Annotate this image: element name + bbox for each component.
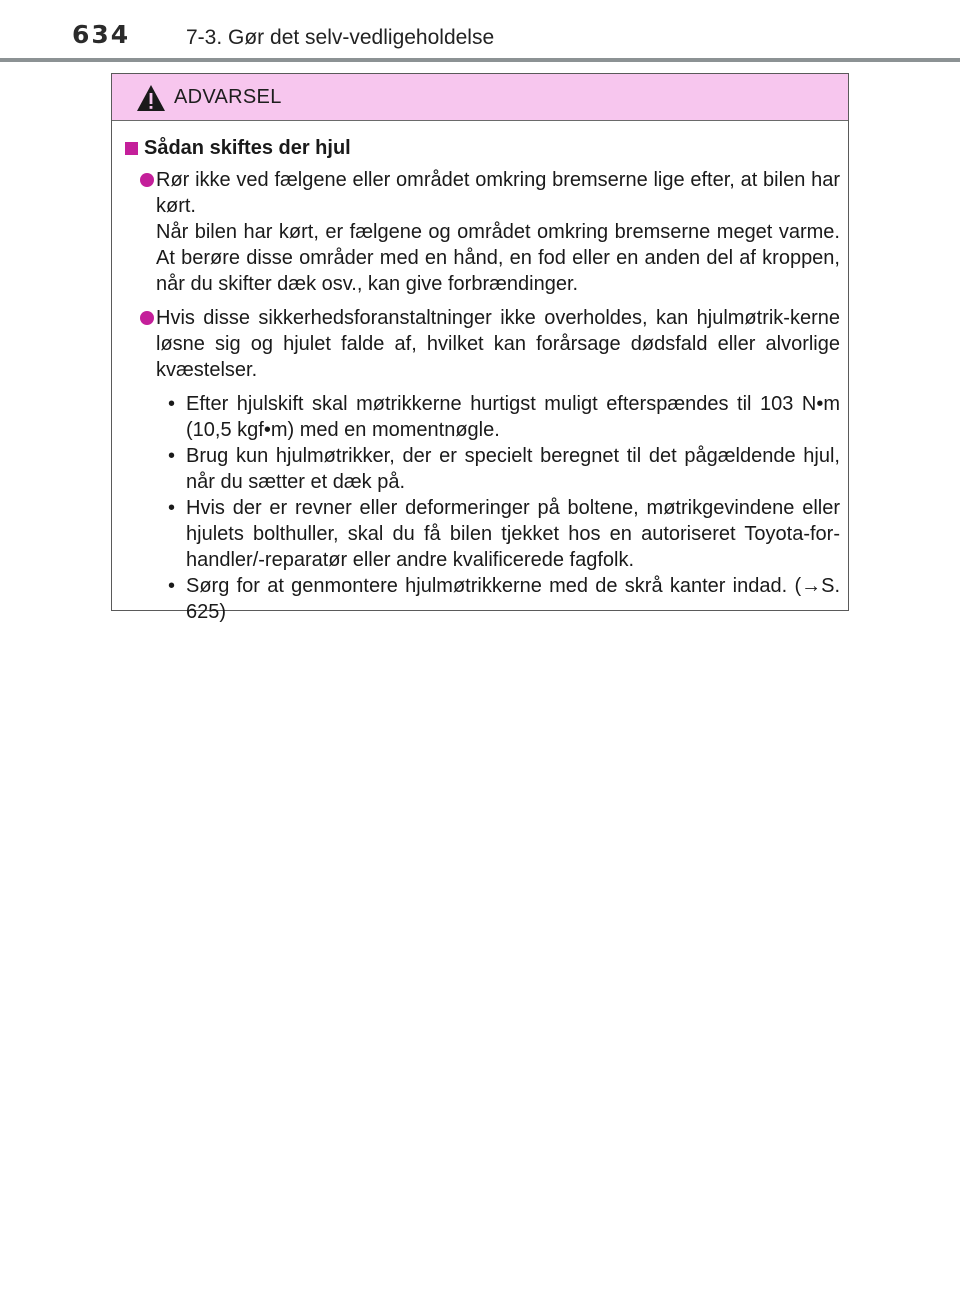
- header-divider: [0, 58, 960, 62]
- list-item: [168, 443, 840, 495]
- warning-item-paragraph: Hvis disse sikkerhedsforanstaltninger ikke overholdes, kan hjulmøtrik-kerne løsne sig og hjulet falde af, hvilket kan forårsage dødsfald eller alvorlige kvæstelser.: [156, 307, 840, 381]
- page-header: [0, 0, 960, 64]
- warning-item: [124, 167, 840, 297]
- warning-item: [124, 305, 840, 383]
- warning-subtitle: [124, 135, 840, 161]
- bullet-dot: •: [168, 497, 176, 519]
- warning-header: [112, 74, 848, 121]
- warning-subtitle-text: Sådan skiftes der hjul: [144, 137, 351, 159]
- warning-label: ADVARSEL: [174, 86, 282, 108]
- section-title: 7-3. Gør det selv-vedligeholdelse: [186, 26, 495, 49]
- bullet-list: [124, 391, 840, 625]
- list-item-text: Efter hjulskift skal møtrikkerne hurtigst muligt efterspændes til 103 N•m (10,5 kgf•m) med en momentnøgle.: [186, 393, 840, 441]
- list-item-text: Hvis der er revner eller deformeringer på boltene, møtrikgevindene eller hjulets bolthuller, skal du få bilen tjekket hos en autoriseret Toyota-for-handler/-reparatør eller andre kvalificerede fagfolk.: [186, 497, 840, 571]
- bullet-dot: •: [168, 393, 176, 415]
- list-item: [168, 391, 840, 443]
- warning-item-paragraph: Når bilen har kørt, er fælgene og området omkring bremserne meget varme. At berøre disse områder med en hånd, en fod eller en anden del af kroppen, når du skifter dæk osv., kan give forbrændinger.: [156, 221, 840, 295]
- list-item-text: Sørg for at genmontere hjulmøtrikkerne med de skrå kanter indad. (→S. 625): [186, 575, 840, 623]
- list-item-text: Brug kun hjulmøtrikker, der er specielt beregnet til det pågældende hjul, når du sætter et dæk på.: [186, 445, 840, 493]
- warning-triangle-icon: [136, 84, 166, 112]
- circle-bullet-icon: [140, 311, 154, 325]
- bullet-dot: •: [168, 445, 176, 467]
- square-bullet-icon: [125, 142, 138, 155]
- page-number: 634: [72, 20, 131, 49]
- warning-item-paragraph: Rør ikke ved fælgene eller området omkring bremserne lige efter, at bilen har kørt.: [156, 169, 840, 217]
- list-item: [168, 495, 840, 573]
- circle-bullet-icon: [140, 173, 154, 187]
- list-item: [168, 573, 840, 625]
- bullet-dot: •: [168, 575, 176, 597]
- warning-box: [111, 73, 849, 623]
- warning-body: [112, 121, 848, 625]
